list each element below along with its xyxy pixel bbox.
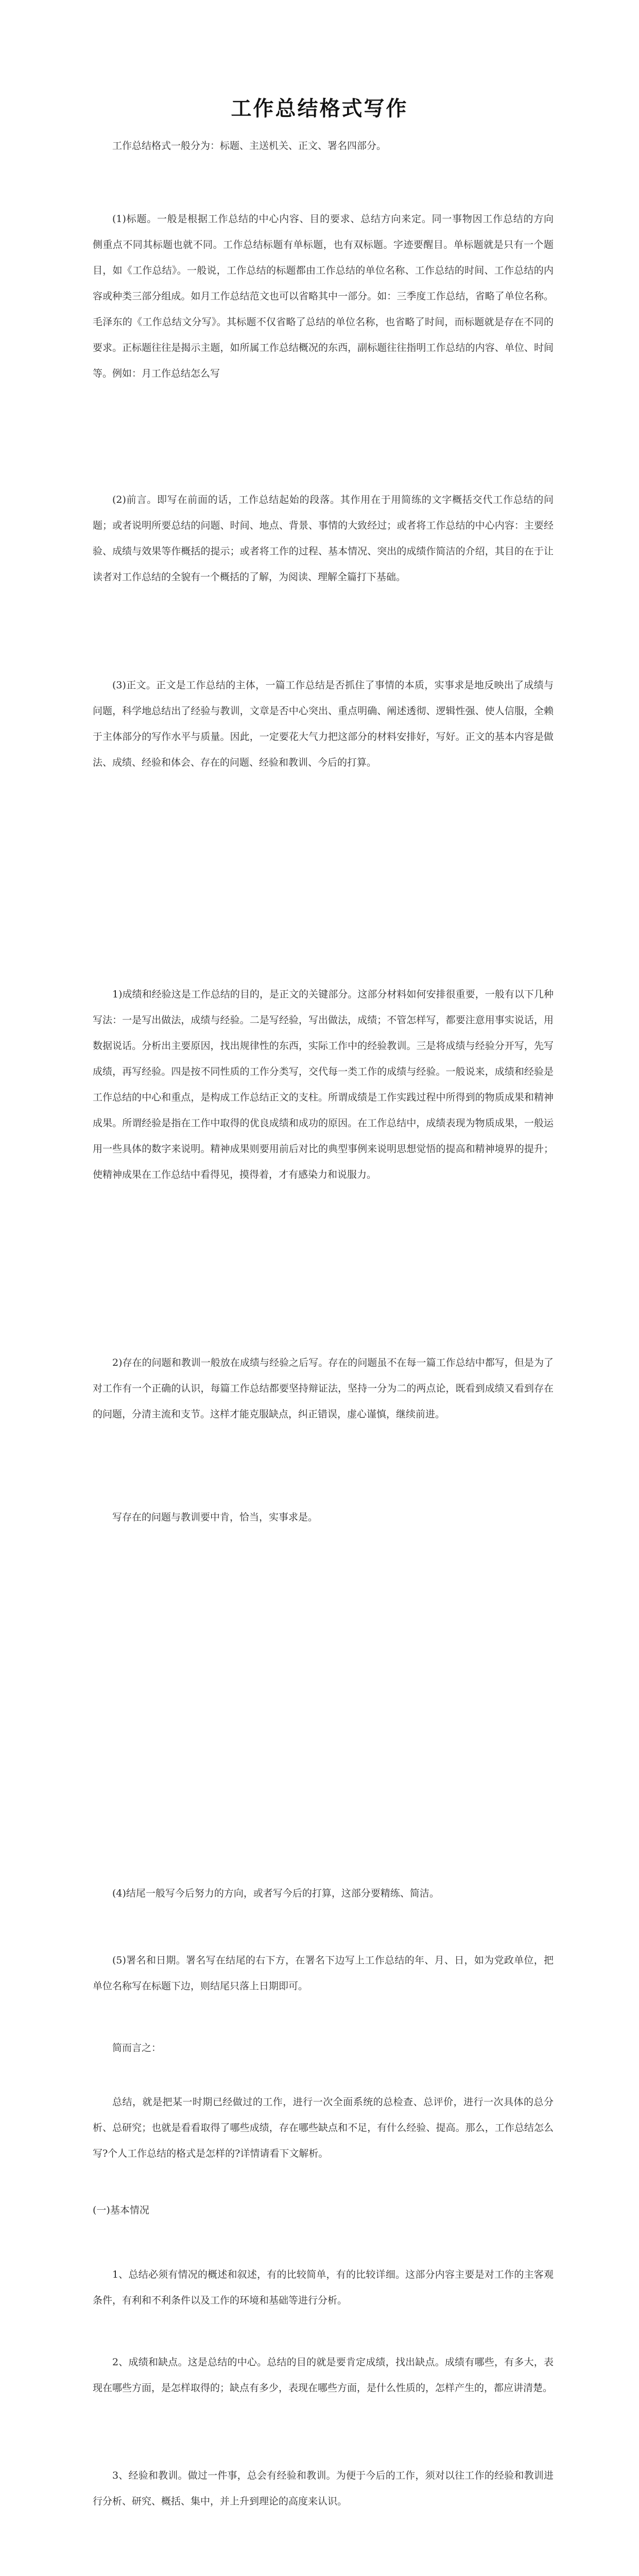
- paragraph-basic-3: 3、经验和教训。做过一件事，总会有经验和教训。为便于今后的工作，须对以往工作的经验和教训进行分析、研究、概括、集中，并上升到理论的高度来认识。: [93, 2470, 554, 2507]
- paragraph-problems: 2)存在的问题和教训一般放在成绩与经验之后写。存在的问题虽不在每一篇工作总结中都写，但是为了对工作有一个正确的认识，每篇工作总结都要坚持辩证法，坚持一分为二的两点论，既看到成绩又看到存在的问题，分清主流和支节。这样才能克服缺点，纠正错误，虚心谨慎，继续前进。: [93, 1357, 554, 1420]
- section-heading-basic: (一)基本情况: [93, 2205, 149, 2216]
- paragraph-body-section: (3)正文。正文是工作总结的主体，一篇工作总结是否抓住了事情的本质，实事求是地反映出了成绩与问题，科学地总结出了经验与教训，文章是否中心突出、重点明确、阐述透彻、逻辑性强、使人信服，全赖于主体部分的写作水平与质量。因此，一定要花大气力把这部分的材料安排好，写好。正文的基本内容是做法、成绩、经验和体会、存在的问题、经验和教训、今后的打算。: [93, 680, 554, 768]
- paragraph-preface-section: (2)前言。即写在前面的话，工作总结起始的段落。其作用在于用简练的文字概括交代工作总结的问题；或者说明所要总结的问题、时间、地点、背景、事情的大致经过；或者将工作总结的中心内容：主要经验、成绩与效果等作概括的提示；或者将工作的过程、基本情况、突出的成绩作简洁的介绍，其目的在于让读者对工作总结的全貌有一个概括的了解，为阅读、理解全篇打下基础。: [93, 494, 554, 583]
- paragraph-basic-2: 2、成绩和缺点。这是总结的中心。总结的目的就是要肯定成绩，找出缺点。成绩有哪些，有多大，表现在哪些方面，是怎样取得的；缺点有多少，表现在哪些方面，是什么性质的，怎样产生的，都应讲清楚。: [93, 2357, 554, 2394]
- paragraph-ending-section: (4)结尾一般写今后努力的方向，或者写今后的打算，这部分要精练、简洁。: [112, 1888, 439, 1899]
- document-title: 工作总结格式写作: [231, 96, 408, 121]
- paragraph-intro: 工作总结格式一般分为：标题、主送机关、正文、署名四部分。: [112, 140, 387, 151]
- paragraph-signature-section: (5)署名和日期。署名写在结尾的右下方，在署名下边写上工作总结的年、月、日，如为党政单位，把单位名称写在标题下边，则结尾只落上日期即可。: [93, 1955, 554, 1992]
- paragraph-problems-note: 写存在的问题与教训要中肯，恰当，实事求是。: [112, 1512, 318, 1523]
- paragraph-achievements: 1)成绩和经验这是工作总结的目的，是正文的关键部分。这部分材料如何安排很重要，一般有以下几种写法：一是写出做法，成绩与经验。二是写经验，写出做法，成绩；不管怎样写，都要注意用事实说话，用数据说话。分析出主要原因，找出规律性的东西，实际工作中的经验教训。三是将成绩与经验分开写，先写成绩，再写经验。四是按不同性质的工作分类写，交代每一类工作的成绩与经验。一般说来，成绩和经验是工作总结的中心和重点，是构成工作总结正文的支柱。所谓成绩是工作实践过程中所得到的物质成果和精神成果。所谓经验是指在工作中取得的优良成绩和成功的原因。在工作总结中，成绩表现为物质成果，一般运用一些具体的数字来说明。精神成果则要用前后对比的典型事例来说明思想觉悟的提高和精神境界的提升；使精神成果在工作总结中看得见，摸得着，才有感染力和说服力。: [93, 989, 554, 1180]
- paragraph-summary-lead: 简而言之：: [112, 2042, 162, 2054]
- paragraph-summary: 总结，就是把某一时期已经做过的工作，进行一次全面系统的总检查、总评价，进行一次具体的总分析、总研究；也就是看看取得了哪些成绩，存在哪些缺点和不足，有什么经验、提高。那么，工作总结怎么写?个人工作总结的格式是怎样的?详情请看下文解析。: [93, 2096, 554, 2159]
- paragraph-title-section: (1)标题。一般是根据工作总结的中心内容、目的要求、总结方向来定。同一事物因工作总结的方向 侧重点不同其标题也就不同。工作总结标题有单标题，也有双标题。字迹要醒目。单标题就是只有一个题目，如《工作总结》。一般说，工作总结的标题都由工作总结的单位名称、工作总结的时间、工作总结的内容或种类三部分组成。如月工作总结范文也可以省略其中一部分。如：三季度工作总结，省略了单位名称。毛泽东的《工作总结文分写》。其标题不仅省略了总结的单位名称，也省略了时间，而标题就是存在不同的要求。正标题往往是揭示主题，如所属工作总结概况的东西，副标题往往指明工作总结的内容、单位、时间等。例如：月工作总结怎么写: [93, 213, 564, 379]
- paragraph-basic-1: 1、总结必须有情况的概述和叙述，有的比较简单，有的比较详细。这部分内容主要是对工作的主客观条件，有利和不利条件以及工作的环境和基础等进行分析。: [93, 2269, 554, 2306]
